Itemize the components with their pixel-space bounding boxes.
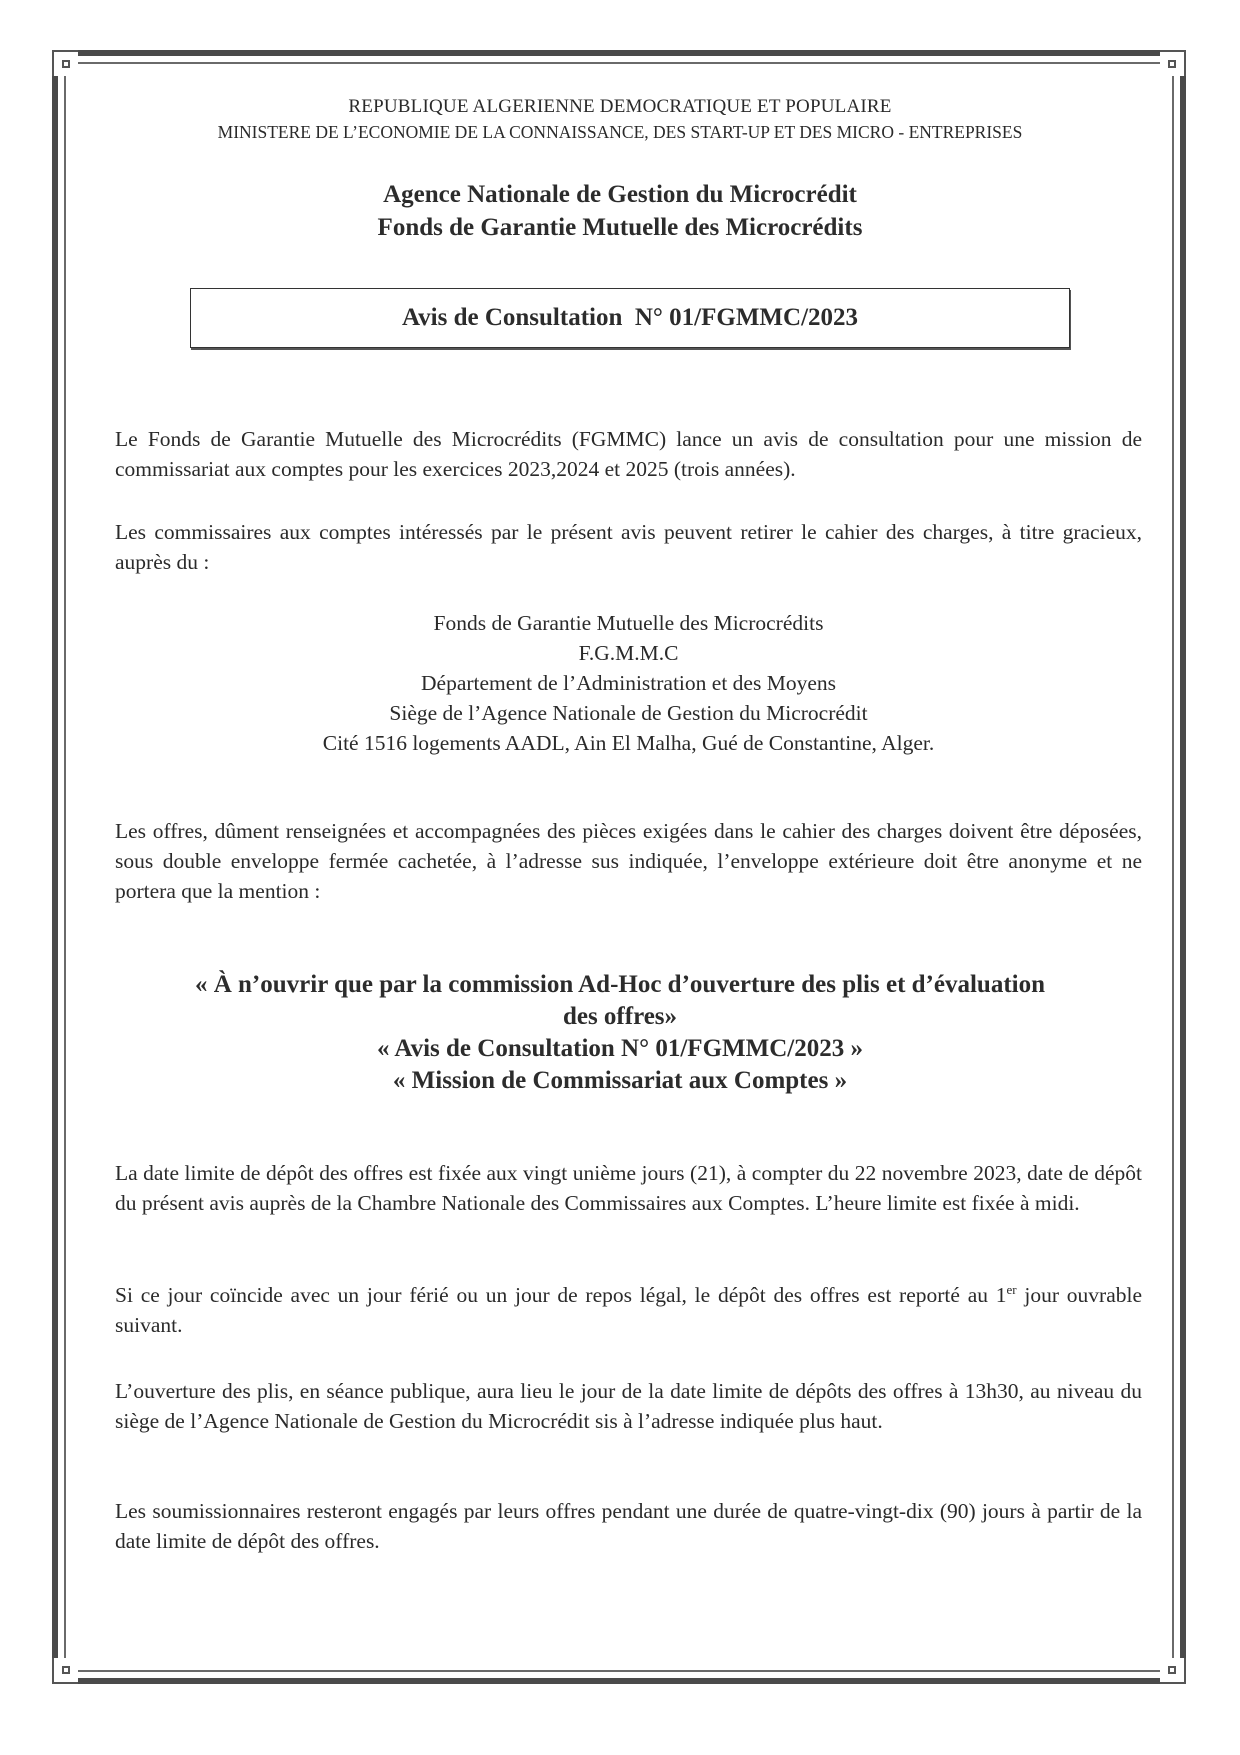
agency-block (100, 178, 1140, 244)
ordinal-suffix: er (1006, 1281, 1017, 1297)
border-corner-ornament (52, 1658, 78, 1684)
notice-title-box (190, 288, 1070, 348)
ministry-header: MINISTERE DE L’ECONOMIE DE LA CONNAISSANCE, DES START-UP ET DES MICRO - ENTREPRISES (217, 122, 1023, 142)
envelope-mention (100, 969, 1140, 1097)
republic-header: REPUBLIQUE ALGERIENNE DEMOCRATIQUE ET POPULAIRE (348, 96, 892, 117)
paragraph-opening: L’ouverture des plis, en séance publique, aura lieu le jour de la date limite de dépôts des offres à 13h30, au niveau du siège de l’Agence Nationale de Gestion du Microcrédit sis à l’adresse indiquée plus haut. (115, 1379, 1142, 1433)
address-line: F.G.M.M.C (578, 641, 679, 665)
address-line: Fonds de Garantie Mutuelle des Microcrédits (433, 611, 824, 635)
fund-name: Fonds de Garantie Mutuelle des Microcrédits (377, 214, 863, 241)
notice-title: Avis de Consultation N° 01/FGMMC/2023 (401, 304, 859, 331)
mention-line: « À n’ouvrir que par la commission Ad-Hoc d’ouverture des plis et d’évaluation des offres» (194, 971, 1046, 1030)
paragraph-deadline: La date limite de dépôt des offres est fixée aux vingt unième jours (21), à compter du 22 novembre 2023, date de dépôt du présent avis auprès de la Chambre Nationale des Commissaires aux Comptes. L’heure limite est fixée à midi. (115, 1161, 1142, 1215)
border-corner-ornament (1160, 50, 1186, 76)
address-line: Siège de l’Agence Nationale de Gestion du Microcrédit (389, 701, 868, 725)
border-corner-ornament (52, 50, 78, 76)
paragraph-offers: Les offres, dûment renseignées et accompagnées des pièces exigées dans le cahier des charges doivent être déposées, sous double enveloppe fermée cachetée, à l’adresse sus indiquée, l’enveloppe extérieure doit être anonyme et ne portera que la mention : (115, 819, 1142, 903)
paragraph-validity: Les soumissionnaires resteront engagés par leurs offres pendant une durée de quatre-vingt-dix (90) jours à partir de la date limite de dépôt des offres. (115, 1499, 1142, 1553)
holiday-text: Si ce jour coïncide avec un jour férié ou un jour de repos légal, le dépôt des offres est reporté au 1 (115, 1283, 1007, 1307)
agency-name: Agence Nationale de Gestion du Microcrédit (383, 181, 857, 208)
address-block (115, 608, 1142, 758)
holiday-text-end: jour ouvrable suivant. (115, 1283, 1142, 1337)
address-line: Département de l’Administration et des Moyens (421, 671, 836, 695)
paragraph-intro: Le Fonds de Garantie Mutuelle des Microcrédits (FGMMC) lance un avis de consultation pour une mission de commissariat aux comptes pour les exercices 2023,2024 et 2025 (trois années). (115, 427, 1142, 481)
paragraph-holiday (115, 1280, 1142, 1340)
border-corner-ornament (1160, 1658, 1186, 1684)
mention-line: « Mission de Commissariat aux Comptes » (392, 1067, 848, 1094)
address-line: Cité 1516 logements AADL, Ain El Malha, Gué de Constantine, Alger. (322, 731, 935, 755)
paragraph-withdrawal: Les commissaires aux comptes intéressés par le présent avis peuvent retirer le cahier des charges, à titre gracieux, auprès du : (115, 520, 1142, 574)
mention-line: « Avis de Consultation N° 01/FGMMC/2023 » (377, 1035, 863, 1062)
